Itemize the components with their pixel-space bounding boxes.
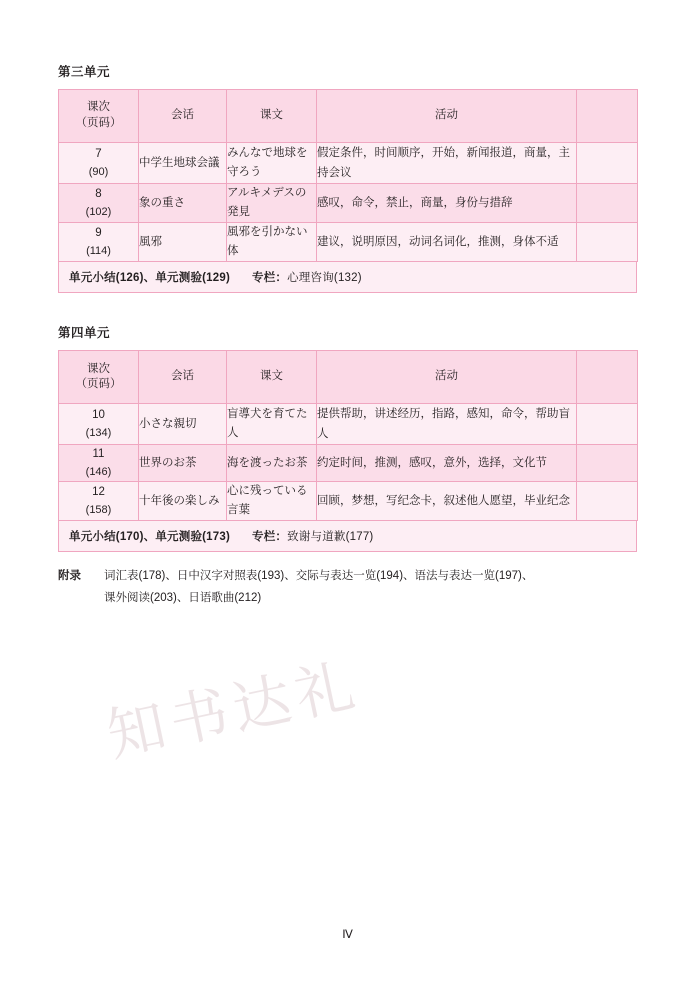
cell-text: 心に残っている言葉 (227, 482, 317, 521)
lesson-page: (90) (88, 165, 109, 178)
cell-extra (577, 445, 638, 482)
cell-conversation: 中学生地球会議 (139, 143, 227, 184)
table-row (59, 223, 638, 262)
header-lesson-label: 课次 (87, 101, 110, 114)
cell-conversation: 小さな親切 (139, 404, 227, 445)
cell-lesson (59, 223, 139, 262)
cell-extra (577, 223, 638, 262)
cell-activity: 提供帮助，讲述经历，指路，感知，命令，帮助盲人 (317, 404, 577, 445)
unit-summary-column-value: 致谢与道歉(177) (287, 531, 374, 544)
cell-activity: 感叹，命令，禁止，商量，身份与措辞 (317, 184, 577, 223)
watermark: 知书达礼 (101, 652, 366, 769)
lesson-number: 8 (95, 188, 102, 201)
header-activity: 活动 (317, 90, 577, 143)
lesson-page: (146) (85, 465, 112, 478)
unit-summary-column-value: 心理咨询(132) (287, 272, 362, 285)
cell-extra (577, 404, 638, 445)
cell-activity: 回顾，梦想，写纪念卡，叙述他人愿望，毕业纪念 (317, 482, 577, 521)
header-lesson-sub: （页码） (75, 378, 122, 391)
header-lesson (59, 351, 139, 404)
lesson-number: 11 (92, 448, 105, 461)
cell-conversation: 十年後の楽しみ (139, 482, 227, 521)
lesson-number: 9 (95, 227, 102, 240)
cell-extra (577, 143, 638, 184)
header-activity: 活动 (317, 351, 577, 404)
appendix-line-1: 词汇表(178)、日中汉字对照表(193)、交际与表达一览(194)、语法与表达一览(197)、 (104, 570, 534, 583)
header-lesson-label: 课次 (87, 362, 110, 375)
cell-activity: 约定时间，推测，感叹，意外，选择，文化节 (317, 445, 577, 482)
cell-lesson (59, 445, 139, 482)
table-row (59, 143, 638, 184)
page-number: Ⅳ (342, 929, 353, 941)
toc-table-unit-3 (58, 89, 638, 262)
lesson-number: 7 (95, 148, 102, 161)
unit-summary-4 (58, 521, 637, 552)
cell-text: 風邪を引かない体 (227, 223, 317, 262)
cell-text: 海を渡ったお茶 (227, 445, 317, 482)
lesson-page: (158) (85, 503, 112, 516)
cell-conversation: 象の重さ (139, 184, 227, 223)
lesson-number: 10 (92, 409, 105, 422)
table-row (59, 445, 638, 482)
header-conversation: 会话 (139, 351, 227, 404)
cell-conversation: 世界のお茶 (139, 445, 227, 482)
cell-text: 盲導犬を育てた人 (227, 404, 317, 445)
appendix-body (104, 566, 637, 609)
header-extra (577, 90, 638, 143)
unit-summary-column-label: 专栏： (252, 531, 288, 544)
cell-activity: 建议，说明原因，动词名词化，推测，身体不适 (317, 223, 577, 262)
cell-text: みんなで地球を守ろう (227, 143, 317, 184)
appendix-label: 附录 (58, 570, 81, 583)
appendix-line-2: 课外阅读(203)、日语歌曲(212) (104, 591, 262, 604)
cell-extra (577, 184, 638, 223)
cell-lesson (59, 404, 139, 445)
cell-lesson (59, 482, 139, 521)
lesson-number: 12 (92, 486, 105, 499)
table-row (59, 184, 638, 223)
header-extra (577, 351, 638, 404)
header-text: 课文 (227, 90, 317, 143)
unit-title-3: 第三单元 (58, 65, 111, 79)
header-text: 课文 (227, 351, 317, 404)
table-header-row (59, 351, 638, 404)
table-row (59, 482, 638, 521)
header-lesson (59, 90, 139, 143)
lesson-page: (102) (85, 205, 112, 218)
unit-summary-primary: 单元小结(170)、单元测验(173) (69, 531, 230, 544)
table-header-row (59, 90, 638, 143)
cell-conversation: 風邪 (139, 223, 227, 262)
table-row (59, 404, 638, 445)
lesson-page: (134) (85, 426, 112, 439)
cell-lesson (59, 143, 139, 184)
unit-summary-column-label: 专栏： (252, 272, 288, 285)
toc-table-unit-4 (58, 350, 638, 521)
cell-lesson (59, 184, 139, 223)
cell-extra (577, 482, 638, 521)
header-lesson-sub: （页码） (75, 117, 122, 129)
cell-text: アルキメデスの発見 (227, 184, 317, 223)
appendix (58, 566, 637, 609)
header-conversation: 会话 (139, 90, 227, 143)
unit-summary-primary: 单元小结(126)、单元测验(129) (69, 272, 230, 285)
unit-title-4: 第四单元 (58, 326, 111, 341)
unit-summary-3 (58, 262, 637, 293)
cell-activity: 假定条件，时间顺序，开始，新闻报道，商量，主持会议 (317, 143, 577, 184)
lesson-page: (114) (86, 244, 111, 257)
